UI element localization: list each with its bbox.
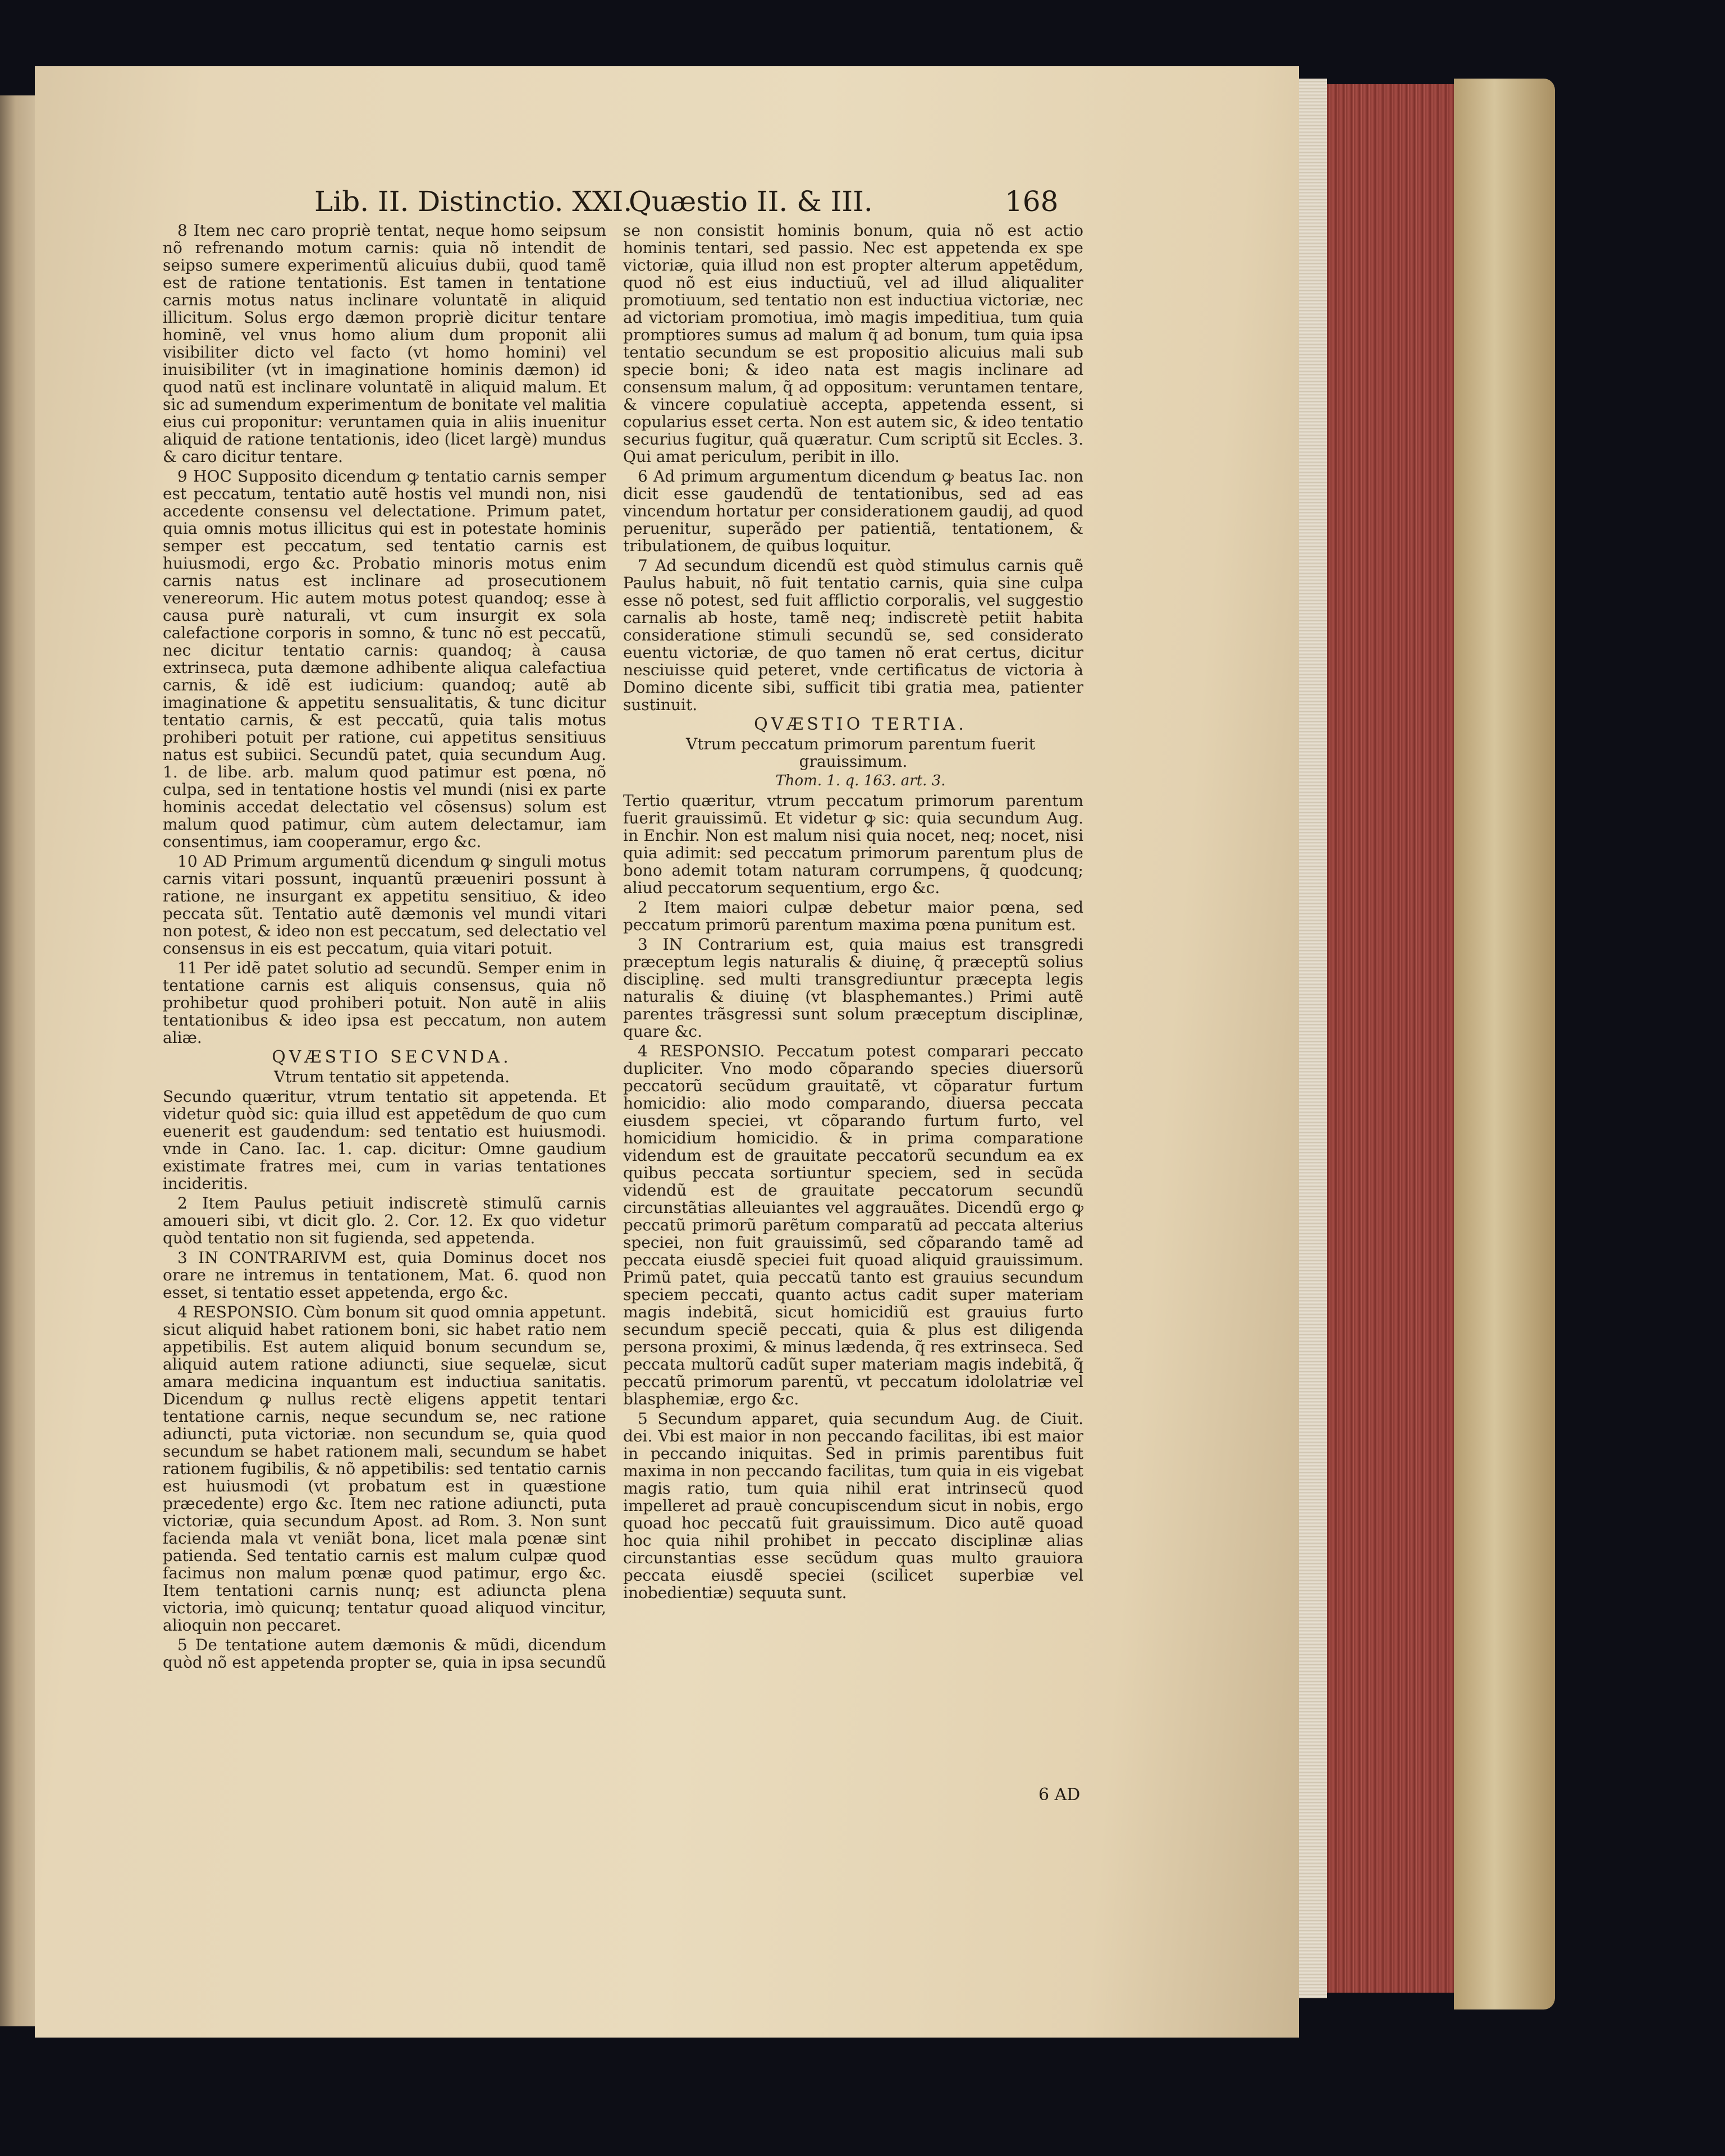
catchword: 6 AD: [1038, 1785, 1081, 1805]
question-3-paragraph-1: Tertio quæritur, vtrum peccatum primorum parentum fuerit grauissimũ. Et videtur ꝙ sic: quia secundum Aug. in Enchir. Non est malum nisi quia nocet, neq; nocet, nisi quia adimit: sed peccatum primorum parentum plus de bono ademit totam naturam corrumpens, q̃ quodcunq; aliud peccatorum sequentium, ergo &c.: [623, 791, 1083, 897]
paragraph-10: 10 AD Primum argumentũ dicendum ꝙ singuli motus carnis vitari possunt, inquantũ præueniri possunt à ratione, ne insurgant ex appetitu sensitiuo, & ideo peccata sũt. Tentatio autẽ dæmonis vel mundi vitari non potest, & ideo non est peccatum, sed delectatio vel consensus in eis est peccatum, quia vitari potuit.: [163, 852, 606, 958]
paragraph-9: 9 HOC Supposito dicendum ꝙ tentatio carnis semper est peccatum, tentatio autẽ hostis vel mundi non, nisi accedente consensu vel delectatione. Primum patet, quia omnis motus illicitus qui est in potestate hominis semper est peccatum, sed tentatio carnis est huiusmodi, ergo &c. Probatio minoris motus enim carnis natus est inclinare ad prosecutionem venereorum. Hic autem motus potest quandoq; esse à causa purè naturali, vt cum insurgit ex sola calefactione corporis in somno, & tunc nõ est peccatũ, nec dicitur tentatio carnis: quandoq; à causa extrinseca, puta dæmone adhibente aliqua calefactiua carnis, & idẽ est iudicium: quandoq; autẽ ab imaginatione & appetitu sensualitatis, & tunc dicitur tentatio carnis, & est peccatũ, quia talis motus prohiberi potuit per ratione, cui appetitus sensitiuus natus est subiici. Secundũ patet, quia secundum Aug. 1. de libe. arb. malum quod patimur est pœna, nõ culpa, sed in tentatione hostis vel mundi (nisi ex parte hominis accedat delectatio vel cõsensus) solum est malum quod patimur, cùm autem delectamur, iam consentimus, iam cooperamur, ergo &c.: [163, 467, 606, 851]
question-3-reference: Thom. 1. q. 163. art. 3.: [775, 772, 946, 789]
header-right: Quæstio II. & III.: [629, 185, 873, 218]
question-3-paragraph-3: 3 IN Contrarium est, quia maius est transgredi præceptum legis naturalis & diuinę, q̃ præceptũ solius disciplinę. sed multi transgrediuntur præcepta legis naturalis & diuinę (vt blasphemantes.) Primi autẽ parentes trãsgressi sunt solum præceptum disciplinæ, quare &c.: [623, 935, 1083, 1041]
folio-number: 168: [1005, 185, 1059, 218]
right-column: [623, 222, 1083, 1604]
question-3-paragraph-2: 2 Item maiori culpæ debetur maior pœna, sed peccatum primorũ parentum maxima pœna punitum est.: [623, 898, 1083, 934]
question-3-subtitle: Vtrum peccatum primorum parentum fuerit grauissimum.: [685, 735, 1036, 771]
left-column: [163, 222, 606, 1673]
question-2-subtitle: Vtrum tentatio sit appetenda.: [273, 1068, 510, 1086]
question-3-paragraph-4: 4 RESPONSIO. Peccatum potest comparari peccato dupliciter. Vno modo cõparando species diuersorũ peccatorũ secũdum grauitatẽ, vt cõparatur furtum homicidio: alio modo comparando, diuersa peccata eiusdem speciei, vt cõparando furtum furto, vel homicidium homicidio. & in prima comparatione videndum est de grauitate peccatorũ secundum ea ex quibus peccata sortiuntur speciem, sed in secũda videndũ est de grauitate peccatorum secundũ circunstãtias alleuiantes vel aggrauãtes. Dicendũ ergo ꝙ peccatũ primorũ parẽtum comparatũ ad peccata alterius speciei, non fuit grauissimũ, sed cõparando tamẽ ad peccata eiusdẽ speciei fuit quoad aliquid grauissimum. Primũ patet, quia peccatũ tanto est grauius secundum speciem peccati, quanto actus cadit super materiam magis indebitã, sicut homicidiũ est grauius furto secundum speciẽ peccati, quia & plus est diligenda persona proximi, & minus lædenda, q̃ res extrinseca. Sed peccata multorũ cadũt super materiam magis indebitã, q̃ peccatũ primorum parentũ, vt peccatum idololatriæ vel blasphemiæ, ergo &c.: [623, 1042, 1083, 1408]
paragraph-6: 6 Ad primum argumentum dicendum ꝙ beatus Iac. non dicit esse gaudendũ de tentationibus, sed ad eas vincendum hortatur per considerationem gaudij, ad quod peruenitur, superãdo per patientiã, tentationem, & tribulationem, de quibus loquitur.: [623, 467, 1083, 555]
question-3-paragraph-5: 5 Secundum apparet, quia secundum Aug. de Ciuit. dei. Vbi est maior in non peccando facilitas, ibi est maior in peccando iniquitas. Sed in primis parentibus fuit maxima in non peccando facilitas, tum quia in eis vigebat magis ratio, tum quia nihil erat intrinsecũ quod impelleret ad prauè concupiscendum sicut in nobis, ergo quoad hoc peccatũ fuit grauissimum. Dico autẽ quoad hoc quia nihil prohibet in peccato disciplinæ alias circunstantias esse secũdum quas multo grauiora peccata eiusdẽ speciei (scilicet superbiæ vel inobedientiæ) sequuta sunt.: [623, 1409, 1083, 1602]
running-header: [314, 185, 1083, 225]
question-2-paragraph-4: 4 RESPONSIO. Cùm bonum sit quod omnia appetunt. sicut aliquid habet rationem boni, sic habet ratio nem appetibilis. Est autem aliquid bonum secundum se, aliquid autem ratione adiuncti, siue sequelæ, sicut amara medicina inquantum est inductiua sanitatis. Dicendum ꝙ nullus rectè eligens appetit tentari tentatione carnis, neque secundum se, nec ratione adiuncti, puta victoriæ. non secundum se, quia quod secundum se habet rationem mali, secundum se habet rationem fugibilis, & nõ appetibilis: sed tentatio carnis est huiusmodi (vt probatum est in quæstione præcedente) ergo &c. Item nec ratione adiuncti, puta victoriæ, quia secundum Apost. ad Rom. 3. Non sunt facienda mala vt veniãt bona, licet mala pœnæ sint patienda. Sed tentatio carnis est malum culpæ quod facimus non malum pœnæ quod patimur, ergo &c. Item tentationi carnis nunq; est adiuncta plena victoria, imò quicunq; tentatur quoad aliquod vincitur, alioquin non peccaret.: [163, 1303, 606, 1635]
paragraph-11: 11 Per idẽ patet solutio ad secundũ. Semper enim in tentatione carnis est aliquis consensus, quia nõ prohibetur quod prohiberi potuit. Non autẽ in aliis tentationibus & ideo ipsa est peccatum, non autem aliæ.: [163, 959, 606, 1047]
question-2-title: QVÆSTIO SECVNDA.: [272, 1047, 512, 1067]
paragraph-8: 8 Item nec caro propriè tentat, neque homo seipsum nõ refrenando motum carnis: quia nõ intendit de seipso sumere experimentũ alicuius dubii, quod tamẽ est de ratione tentationis. Est tamen in tentatione carnis motus natus inclinare voluntatẽ in aliquid illicitum. Solus ergo dæmon propriè dicitur tentare hominẽ, vel vnus homo alium dum proponit alii visibiliter dicto vel facto (vt homo homini) vel inuisibiliter (vt in imaginatione hominis dæmon) id quod natũ est inclinare voluntatẽ in aliquid malum. Et sic ad sumendum experimentum de bonitate vel malitia eius cui proponitur: veruntamen quia in aliis inuenitur aliquid de ratione tentationis, ideo (licet largè) mundus & caro dicitur tentare.: [163, 221, 606, 466]
header-left: Lib. II. Distinctio. XXI.: [314, 185, 633, 218]
question-3-title: QVÆSTIO TERTIA.: [754, 715, 967, 734]
question-2-paragraph-3: 3 IN CONTRARIVM est, quia Dominus docet nos orare ne intremus in tentationem, Mat. 6. quod non esset, si tentatio esset appetenda, ergo &c.: [163, 1248, 606, 1302]
continuation-paragraph: se non consistit hominis bonum, quia nõ est actio hominis tentari, sed passio. Nec est appetenda ex spe victoriæ, quia illud non est propter alterum appetẽdum, quod nõ est eius inductiuũ, vel ad illud aliqualiter promotiuum, sed tentatio non est inductiua victoriæ, nec ad victoriam promotiua, imò magis impeditiua, tum quia promptiores sumus ad malum q̃ ad bonum, tum quia ipsa tentatio secundum se est propositio alicuius mali sub specie boni; & ideo nata est magis inclinare ad consensum malum, q̃ ad oppositum: veruntamen tentare, & vincere copulatiuè accepta, appetenda essent, si copularius esset certa. Non est autem sic, & ideo tentatio securius fugitur, quã quæratur. Cum scriptũ sit Eccles. 3. Qui amat periculum, peribit in illo.: [623, 221, 1083, 466]
question-2-paragraph-1: Secundo quæritur, vtrum tentatio sit appetenda. Et videtur quòd sic: quia illud est appetẽdum de quo cum euenerit est gaudendum: sed tentatio est huiusmodi. vnde in Cano. Iac. 1. cap. dicitur: Omne gaudium existimate fratres mei, cum in varias tentationes incideritis.: [163, 1087, 606, 1193]
question-2-paragraph-2: 2 Item Paulus petiuit indiscretè stimulũ carnis amoueri sibi, vt dicit glo. 2. Cor. 12. Ex quo videtur quòd tentatio non sit fugienda, sed appetenda.: [163, 1194, 606, 1247]
question-2-paragraph-5: 5 De tentatione autem dæmonis & mũdi, dicendum quòd nõ est appetenda propter se, quia in ipsa secundũ: [163, 1636, 606, 1672]
vellum-binding: [1454, 79, 1555, 2009]
previous-page-edge: [0, 95, 35, 2026]
paragraph-7: 7 Ad secundum dicendũ est quòd stimulus carnis quẽ Paulus habuit, nõ fuit tentatio carnis, quia sine culpa esse nõ potest, sed fuit afflictio corporalis, vel suggestio carnalis ab hoste, tamẽ neq; indiscretè petiit habita consideratione stimuli secundũ se, sed considerato euentu victoriæ, de quo tamen nõ erat certus, dicitur nesciuisse quid peteret, vnde certificatus de victoria à Domino dicente sibi, sufficit tibi gratia mea, patienter sustinuit.: [623, 556, 1083, 714]
